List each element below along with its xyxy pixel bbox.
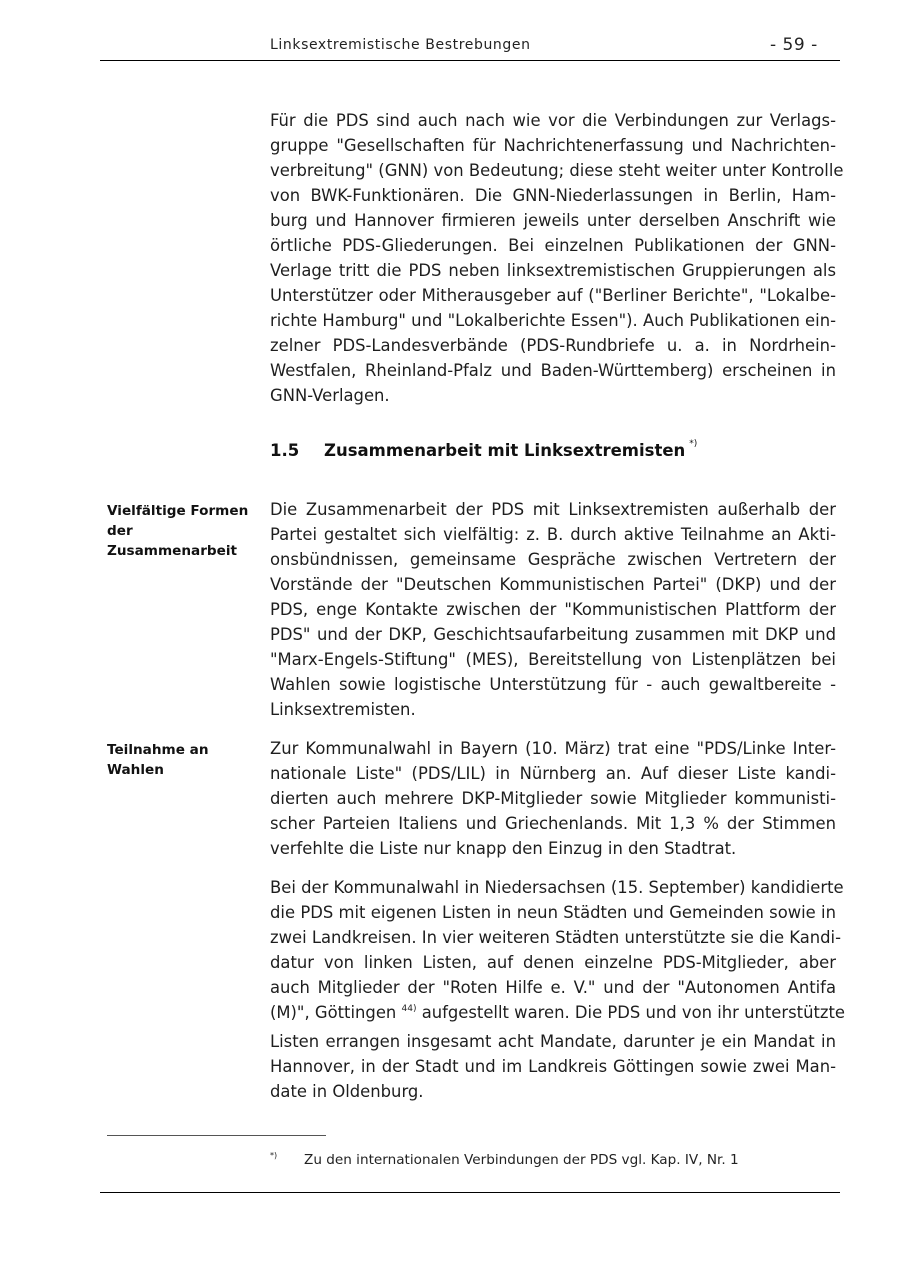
text-line: Zur Kommunalwahl in Bayern (10. März) trat eine "PDS/Linke Inter- (270, 739, 836, 758)
text-line: dierten auch mehrere DKP-Mitglieder sowie Mitglieder kommunisti- (270, 789, 836, 808)
margin-note-line: Vielfältige Formen (107, 503, 249, 519)
text-fragment: aufgestellt waren. Die PDS und von ihr unterstützte (416, 1003, 846, 1022)
footnote-text: Zu den internationalen Verbindungen der PDS vgl. Kap. IV, Nr. 1 (304, 1152, 739, 1168)
text-line: PDS" und der DKP, Geschichtsaufarbeitung zusammen mit DKP und (270, 625, 836, 644)
text-line: date in Oldenburg. (270, 1082, 424, 1101)
text-line: verfehlte die Liste nur knapp den Einzug in den Stadtrat. (270, 839, 737, 858)
margin-note-line: Teilnahme an (107, 742, 209, 758)
text-line: richte Hamburg" und "Lokalberichte Essen"). Auch Publikationen ein- (270, 311, 836, 330)
section-heading (270, 438, 698, 460)
text-line: burg und Hannover firmieren jeweils unter derselben Anschrift wie (270, 211, 836, 230)
text-fragment: (M)", Göttingen (270, 1003, 402, 1022)
margin-note-line: der Zusammenarbeit (107, 523, 238, 559)
text-line: Listen errangen insgesamt acht Mandate, darunter je ein Mandat in (270, 1032, 836, 1051)
text-line: die PDS mit eigenen Listen in neun Städten und Gemeinden sowie in (270, 903, 836, 922)
text-line: zelner PDS-Landesverbände (PDS-Rundbriefe u. a. in Nordrhein- (270, 336, 836, 355)
margin-note-line: Wahlen (107, 762, 164, 778)
footnote-mark: *) (270, 1151, 278, 1160)
text-line: Unterstützer oder Mitherausgeber auf ("Berliner Berichte", "Lokalbe- (270, 286, 836, 305)
text-line: gruppe "Gesellschaften für Nachrichtenerfassung und Nachrichten- (270, 136, 836, 155)
text-line: Linksextremisten. (270, 700, 416, 719)
text-line: Verlage tritt die PDS neben linksextremistischen Gruppierungen als (270, 261, 836, 280)
running-header-title: Linksextremistische Bestrebungen (270, 37, 531, 53)
footnote-reference-44: 44) (401, 1004, 417, 1014)
text-line: Bei der Kommunalwahl in Niedersachsen (15. September) kandidierte (270, 878, 844, 897)
text-line: GNN-Verlagen. (270, 386, 390, 405)
text-line: Vorstände der "Deutschen Kommunistischen Partei" (DKP) und der (270, 575, 836, 594)
text-line: Hannover, in der Stadt und im Landkreis Göttingen sowie zwei Man- (270, 1057, 836, 1076)
text-line: PDS, enge Kontakte zwischen der "Kommunistischen Plattform der (270, 600, 836, 619)
paragraph-bayern (270, 736, 836, 861)
text-line: nationale Liste" (PDS/LIL) in Nürnberg an. Auf dieser Liste kandi- (270, 764, 836, 783)
text-line: Wahlen sowie logistische Unterstützung für - auch gewaltbereite - (270, 675, 836, 694)
text-line: auch Mitglieder der "Roten Hilfe e. V." und der "Autonomen Antifa (270, 978, 836, 997)
paragraph-gnn (270, 108, 844, 408)
text-line: zwei Landkreisen. In vier weiteren Städten unterstützte sie die Kandi- (270, 928, 842, 947)
text-line: scher Parteien Italiens und Griechenlands. Mit 1,3 % der Stimmen (270, 814, 836, 833)
text-line: Die Zusammenarbeit der PDS mit Linksextremisten außerhalb der (270, 500, 836, 519)
text-line-with-footnote (270, 1000, 846, 1029)
footnote (270, 1152, 739, 1168)
paragraph-zusammenarbeit (270, 497, 836, 722)
paragraph-niedersachsen (270, 875, 846, 1104)
text-line: Partei gestaltet sich vielfältig: z. B. durch aktive Teilnahme an Akti- (270, 525, 836, 544)
section-title: Zusammenarbeit mit Linksextremisten (324, 441, 686, 460)
text-line: Westfalen, Rheinland-Pfalz und Baden-Württemberg) erscheinen in (270, 361, 836, 380)
margin-note-zusammenarbeit (107, 501, 267, 561)
section-number: 1.5 (270, 441, 300, 460)
footnote-separator (107, 1135, 326, 1136)
text-line: onsbündnissen, gemeinsame Gespräche zwischen Vertretern der (270, 550, 836, 569)
text-line: verbreitung" (GNN) von Bedeutung; diese steht weiter unter Kontrolle (270, 161, 844, 180)
text-line: örtliche PDS-Gliederungen. Bei einzelnen Publikationen der GNN- (270, 236, 836, 255)
margin-note-wahlen (107, 740, 267, 780)
text-line: Für die PDS sind auch nach wie vor die Verbindungen zur Verlags- (270, 111, 836, 130)
header-rule (100, 60, 840, 61)
text-line: datur von linken Listen, auf denen einzelne PDS-Mitglieder, aber (270, 953, 836, 972)
text-line: von BWK-Funktionären. Die GNN-Niederlassungen in Berlin, Ham- (270, 186, 836, 205)
footer-rule (100, 1192, 840, 1193)
text-line: "Marx-Engels-Stiftung" (MES), Bereitstellung von Listenplätzen bei (270, 650, 836, 669)
section-footnote-mark: *) (689, 438, 698, 449)
page-number: - 59 - (770, 35, 818, 55)
